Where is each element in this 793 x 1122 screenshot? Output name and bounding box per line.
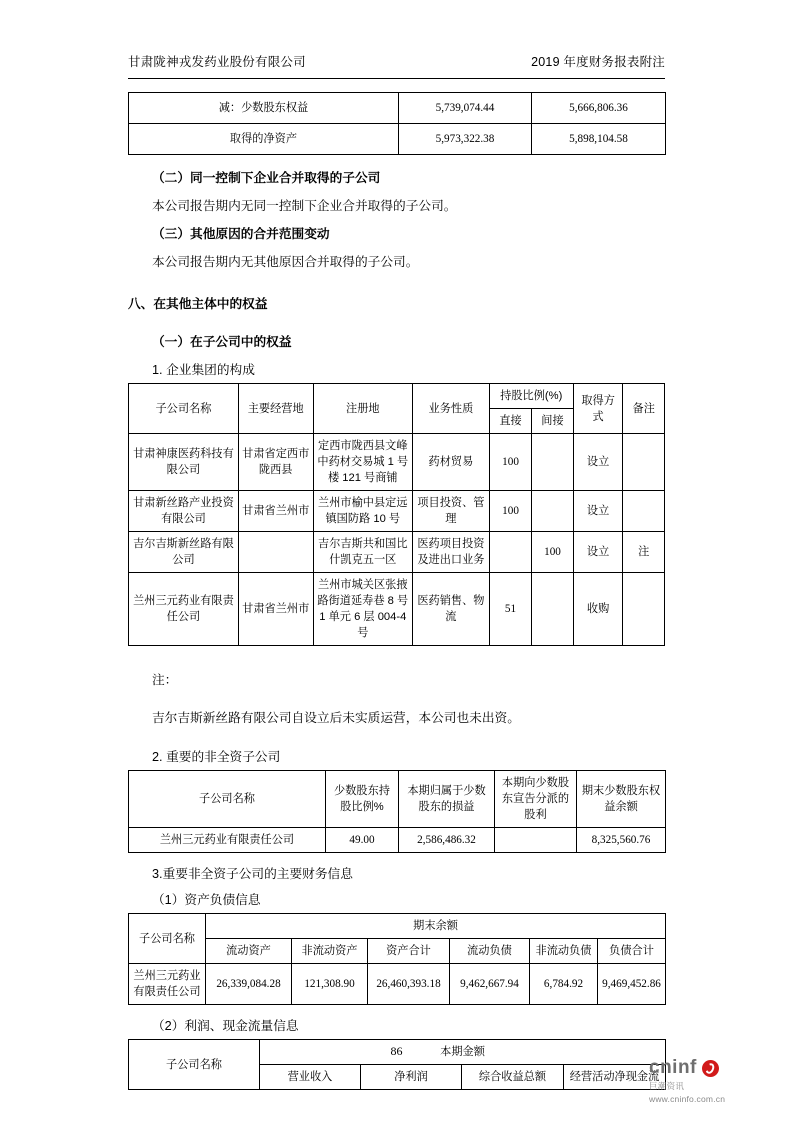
col-header-business: 业务性质: [413, 384, 490, 434]
logo-subtitle: 巨潮资讯: [649, 1081, 685, 1091]
row-value-prior: 5,898,104.58: [532, 124, 666, 155]
cell-indirect: [532, 491, 573, 532]
col-header-current-liabilities: 流动负债: [450, 939, 530, 964]
row-value-current: 5,739,074.44: [399, 93, 532, 124]
cninfo-logo: [649, 1057, 767, 1104]
cell-remark: [623, 573, 665, 646]
row-value-prior: 5,666,806.36: [532, 93, 666, 124]
col-header-name: 子公司名称: [129, 914, 206, 964]
cell-noncurrent-liabilities: 6,784.92: [530, 964, 598, 1005]
logo-wordmark: cninf: [649, 1057, 697, 1078]
table-group-composition: [128, 383, 665, 646]
col-header-profit: 本期归属于少数股东的损益: [399, 771, 495, 828]
col-header-holding: 持股比例(%): [489, 384, 573, 409]
col-header-noncurrent-liabilities: 非流动负债: [530, 939, 598, 964]
note-text: 吉尔吉斯新丝路有限公司自设立后未实质运营，本公司也未出资。: [152, 711, 520, 726]
table-row: [129, 573, 665, 646]
cell-main-place: 甘肃省定西市陇西县: [238, 434, 313, 491]
header-doc-title: 2019 年度财务报表附注: [531, 55, 665, 69]
col-header-main-place: 主要经营地: [238, 384, 313, 434]
cell-indirect: 100: [532, 532, 573, 573]
cell-indirect: [532, 573, 573, 646]
page-number: 86: [390, 1044, 403, 1058]
cell-remark: 注: [623, 532, 665, 573]
cell-direct: 51: [489, 573, 532, 646]
col-header-current-amount: 本期金额: [260, 1040, 666, 1065]
section-heading-8: 八、在其他主体中的权益: [128, 297, 268, 311]
row-value-current: 5,973,322.38: [399, 124, 532, 155]
col-header-operating-cashflow: 经营活动净现金流: [564, 1065, 666, 1090]
col-header-name: 子公司名称: [129, 1040, 260, 1090]
table-minority-interests: [128, 770, 666, 853]
section-heading-8-1-3: 3.重要非全资子公司的主要财务信息: [152, 867, 353, 882]
cell-total-liabilities: 9,469,452.86: [598, 964, 666, 1005]
cell-direct: [489, 532, 532, 573]
col-header-name: 子公司名称: [129, 384, 239, 434]
table-header-row: [129, 384, 665, 409]
cell-business: 医药项目投资及进出口业务: [413, 532, 490, 573]
cell-acquire: 设立: [573, 532, 623, 573]
cell-ratio: 49.00: [326, 828, 399, 853]
page-header: [128, 52, 665, 70]
col-header-acquire: 取得方式: [573, 384, 623, 434]
table-row: [129, 434, 665, 491]
col-header-current-assets: 流动资产: [206, 939, 292, 964]
section-heading-8-1: （一）在子公司中的权益: [152, 335, 292, 349]
col-header-name: 子公司名称: [129, 771, 326, 828]
cell-direct: 100: [489, 491, 532, 532]
cell-noncurrent-assets: 121,308.90: [292, 964, 368, 1005]
col-header-total-assets: 资产合计: [368, 939, 450, 964]
cninfo-mark-icon: [702, 1060, 719, 1077]
cell-main-place: [238, 532, 313, 573]
section-heading-3: （三）其他原因的合并范围变动: [152, 227, 330, 241]
section-heading-8-1-2: 2. 重要的非全资子公司: [152, 750, 281, 765]
col-header-comprehensive-income: 综合收益总额: [462, 1065, 564, 1090]
note-label: 注：: [152, 672, 178, 687]
table-balance-info: [128, 913, 666, 1005]
cell-business: 药材贸易: [413, 434, 490, 491]
cell-main-place: 甘肃省兰州市: [238, 491, 313, 532]
cell-business: 项目投资、管理: [413, 491, 490, 532]
cell-name: 甘肃神康医药科技有限公司: [129, 434, 239, 491]
cell-current-liabilities: 9,462,667.94: [450, 964, 530, 1005]
cell-acquire: 收购: [573, 573, 623, 646]
cell-name: 甘肃新丝路产业投资有限公司: [129, 491, 239, 532]
cell-name: 兰州三元药业有限责任公司: [129, 573, 239, 646]
section-heading-8-1-3-2: （2）利润、现金流量信息: [152, 1019, 299, 1034]
section-heading-8-1-3-1: （1）资产负债信息: [152, 893, 261, 908]
cell-register: 定西市陇西县文峰中药材交易城 1 号楼 121 号商铺: [313, 434, 413, 491]
section-2-text: 本公司报告期内无同一控制下企业合并取得的子公司。: [152, 199, 457, 213]
header-divider: [128, 78, 665, 79]
section-heading-8-1-1: 1. 企业集团的构成: [152, 363, 255, 377]
row-label: 取得的净资产: [129, 124, 399, 155]
col-header-total-liabilities: 负债合计: [598, 939, 666, 964]
row-label: 减：少数股东权益: [129, 93, 399, 124]
table-header-row: [129, 771, 666, 828]
col-header-indirect: 间接: [532, 409, 573, 434]
table-row: [129, 93, 666, 124]
cell-register: 兰州市城关区张掖路街道延寿巷 8 号 1 单元 6 层 004-4 号: [313, 573, 413, 646]
col-header-direct: 直接: [489, 409, 532, 434]
cell-indirect: [532, 434, 573, 491]
cell-total-assets: 26,460,393.18: [368, 964, 450, 1005]
cell-name: 兰州三元药业有限责任公司: [129, 828, 326, 853]
cell-profit: 2,586,486.32: [399, 828, 495, 853]
col-header-ratio: 少数股东持股比例%: [326, 771, 399, 828]
cell-register: 兰州市榆中县定远镇国防路 10 号: [313, 491, 413, 532]
cell-register: 吉尔吉斯共和国比什凯克五一区: [313, 532, 413, 573]
table-header-row-sub: [129, 939, 666, 964]
table-row: [129, 964, 666, 1005]
cell-equity: 8,325,560.76: [577, 828, 666, 853]
table-row: [129, 491, 665, 532]
col-header-register: 注册地: [313, 384, 413, 434]
cell-dividend: [495, 828, 577, 853]
col-header-net-profit: 净利润: [361, 1065, 462, 1090]
page-content: [128, 92, 665, 1090]
col-header-remark: 备注: [623, 384, 665, 434]
cell-remark: [623, 434, 665, 491]
col-header-revenue: 营业收入: [260, 1065, 361, 1090]
table-acquired-net-assets: [128, 92, 666, 155]
col-header-period-end: 期末余额: [206, 914, 666, 939]
table-header-row: [129, 914, 666, 939]
cell-acquire: 设立: [573, 491, 623, 532]
table-row: [129, 124, 666, 155]
logo-url: www.cninfo.com.cn: [649, 1094, 726, 1104]
cell-name: 吉尔吉斯新丝路有限公司: [129, 532, 239, 573]
col-header-dividend: 本期向少数股东宣告分派的股利: [495, 771, 577, 828]
col-header-equity: 期末少数股东权益余额: [577, 771, 666, 828]
section-3-text: 本公司报告期内无其他原因合并取得的子公司。: [152, 255, 419, 269]
cell-acquire: 设立: [573, 434, 623, 491]
table-row: [129, 532, 665, 573]
col-header-noncurrent-assets: 非流动资产: [292, 939, 368, 964]
cell-remark: [623, 491, 665, 532]
table-row: [129, 828, 666, 853]
cell-main-place: 甘肃省兰州市: [238, 573, 313, 646]
cell-direct: 100: [489, 434, 532, 491]
cell-current-assets: 26,339,084.28: [206, 964, 292, 1005]
header-company: 甘肃陇神戎发药业股份有限公司: [128, 55, 306, 69]
section-heading-2: （二）同一控制下企业合并取得的子公司: [152, 171, 381, 185]
cell-name: 兰州三元药业有限责任公司: [129, 964, 206, 1005]
cell-business: 医药销售、物流: [413, 573, 490, 646]
